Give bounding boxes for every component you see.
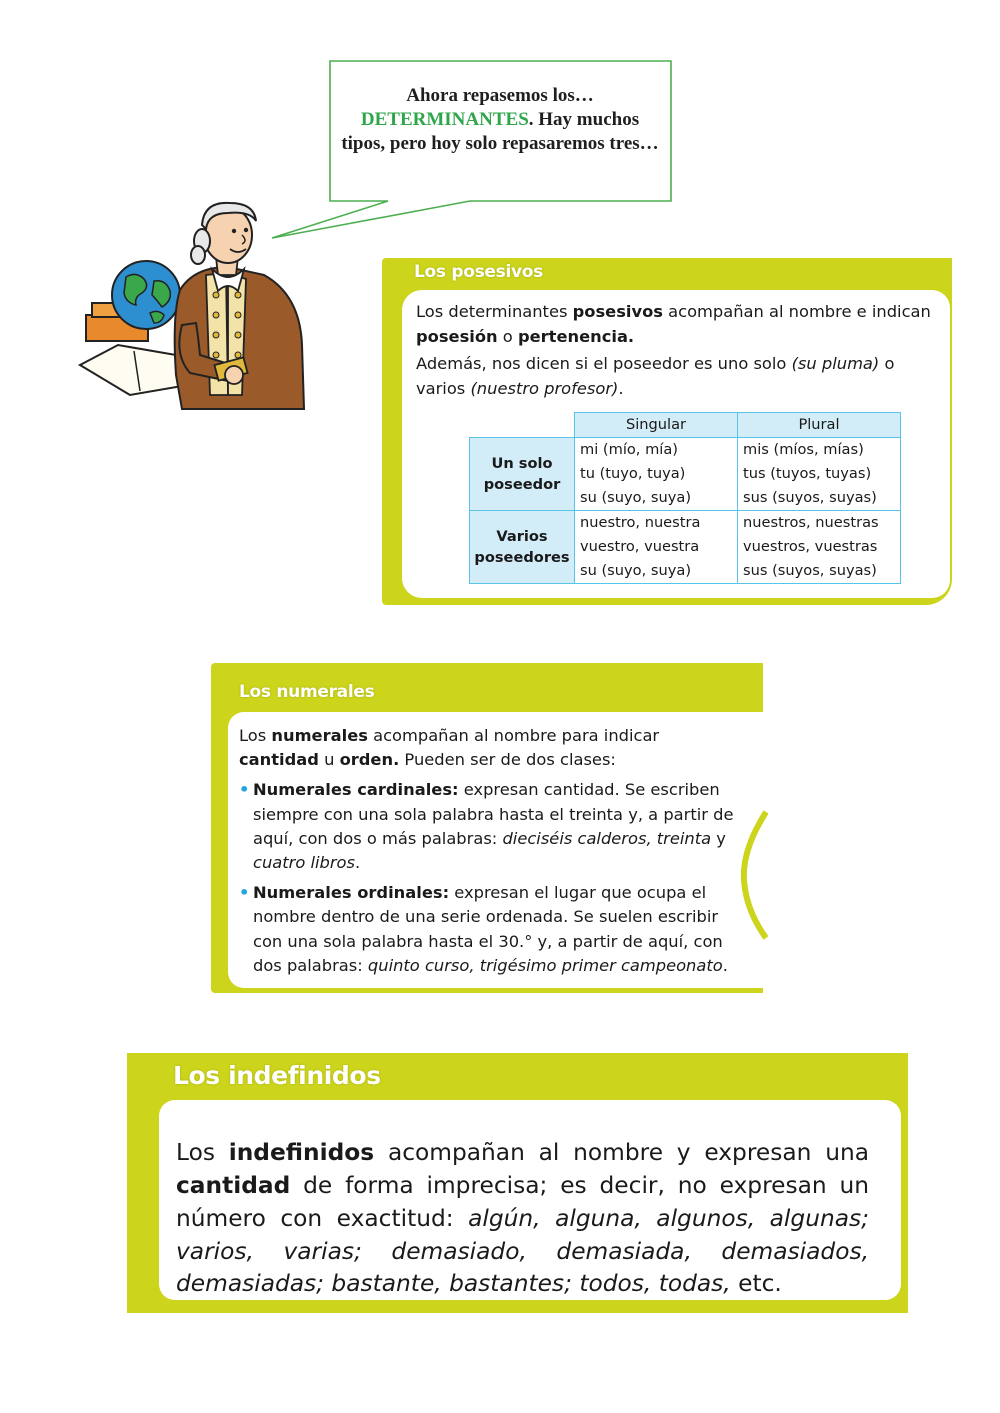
bold-run: cantidad (239, 750, 319, 770)
numerales-text (239, 724, 739, 978)
italic-run: (su pluma) (791, 354, 880, 373)
posesivos-card (382, 258, 952, 605)
table-cell (738, 511, 901, 584)
posesivos-table (469, 412, 901, 584)
header-singular: Singular (575, 413, 738, 438)
text-run: Los determinantes (416, 302, 573, 321)
text-run: Los (176, 1139, 229, 1167)
text-run: Además, nos dicen si el poseedor es uno solo (416, 354, 792, 373)
bubble-line1: Ahora repasemos los… (406, 85, 594, 106)
table-cell (575, 511, 738, 584)
posesivos-paragraph-1 (416, 299, 936, 349)
cell-line: vuestros, vuestras (743, 538, 878, 555)
text-run: . (618, 379, 624, 398)
text-run: . (354, 853, 361, 873)
cell-line: tus (tuyos, tuyas) (743, 465, 872, 482)
italic-run: dieciséis calderos, treinta (502, 828, 712, 848)
list-item-ordinales (239, 881, 739, 978)
bullet-icon: • (239, 780, 250, 800)
numerales-body (228, 712, 763, 988)
text-run: y (711, 828, 726, 848)
italic-run: algún, alguna, algunos, algunas; varios, varias; demasiado, demasiada, demasiados, demasiadas; bastante, bastantes; todos, todas, (176, 1204, 869, 1298)
italic-run: quinto curso, trigésimo primer campeonato (367, 955, 723, 975)
posesivos-text (416, 299, 936, 401)
cell-line: vuestro, vuestra (580, 538, 700, 555)
text-run: u (318, 750, 340, 770)
table-row (470, 511, 901, 584)
bold-run: orden. (339, 750, 400, 770)
numerales-title: Los numerales (239, 682, 375, 702)
cell-line: nuestro, nuestra (580, 514, 701, 531)
numerales-card (211, 663, 763, 993)
numerales-intro (239, 724, 739, 772)
bold-run: pertenencia. (517, 327, 635, 346)
table-header-row (470, 413, 901, 438)
list-item-cardinales (239, 778, 739, 875)
cell-line: su (suyo, suya) (580, 489, 692, 506)
text-run: expresan cantidad. Se escriben siempre con una sola palabra hasta el treinta y, a partir de aquí, con dos o más palabras: (253, 780, 734, 848)
bold-run: indefinidos (228, 1139, 375, 1167)
row-label-line: poseedores (474, 549, 570, 566)
bubble-rest: . Hay muchos tipos, pero hoy solo repasaremos tres… (341, 109, 659, 154)
text-run: Los (239, 726, 272, 745)
bold-run: numerales (271, 726, 368, 745)
text-run: de forma imprecisa; es decir, no expresan un número con exactitud: (176, 1172, 869, 1232)
text-run: o varios (416, 354, 895, 398)
decorative-arc-icon (738, 810, 768, 940)
italic-run: cuatro libros (253, 853, 355, 873)
indefinidos-text (176, 1137, 869, 1301)
indefinidos-card (127, 1053, 908, 1313)
bold-run: cantidad (176, 1172, 291, 1200)
table-cell (738, 438, 901, 511)
text-run: acompañan al nombre y expresan una (374, 1139, 869, 1167)
bubble-highlight: DETERMINANTES (360, 109, 529, 130)
posesivos-body (402, 290, 950, 598)
posesivos-title: Los posesivos (414, 262, 543, 282)
text-run: o (497, 327, 518, 346)
text-run: expresan el lugar que ocupa el nombre dentro de una serie ordenada. Se suelen escribir con una sola palabra hasta el 30.° y, a partir de aquí, con dos palabras: (253, 883, 723, 975)
bullet-icon: • (239, 883, 250, 903)
header-plural: Plural (738, 413, 901, 438)
indefinidos-title: Los indefinidos (173, 1061, 381, 1090)
row-label (470, 438, 575, 511)
italic-run: (nuestro profesor) (470, 379, 619, 398)
bold-run: Numerales cardinales: (253, 780, 459, 800)
cell-line: mis (míos, mías) (743, 441, 864, 458)
row-label (470, 511, 575, 584)
cell-line: mi (mío, mía) (580, 441, 678, 458)
teacher-with-globe-icon (78, 195, 308, 415)
speech-bubble-text (338, 84, 662, 156)
bold-run: Numerales ordinales: (253, 883, 450, 903)
cell-line: sus (suyos, suyas) (743, 489, 877, 506)
table-corner (470, 413, 575, 438)
bold-run: posesivos (572, 302, 663, 321)
cell-line: sus (suyos, suyas) (743, 562, 877, 579)
bold-run: posesión (416, 327, 498, 346)
row-label-line: Un solo (491, 455, 553, 472)
cell-line: su (suyo, suya) (580, 562, 692, 579)
text-run: Pueden ser de dos clases: (399, 750, 616, 770)
row-label-line: poseedor (483, 476, 561, 493)
cell-line: nuestros, nuestras (743, 514, 879, 531)
cell-line: tu (tuyo, tuya) (580, 465, 686, 482)
text-run: acompañan al nombre para indicar (367, 726, 660, 745)
text-run: acompañan al nombre e indican (662, 302, 931, 321)
text-run: etc. (730, 1270, 782, 1298)
posesivos-paragraph-2 (416, 351, 936, 401)
row-label-line: Varios (496, 528, 548, 545)
text-run: . (722, 955, 728, 975)
indefinidos-body (159, 1100, 901, 1300)
table-row (470, 438, 901, 511)
table-cell (575, 438, 738, 511)
